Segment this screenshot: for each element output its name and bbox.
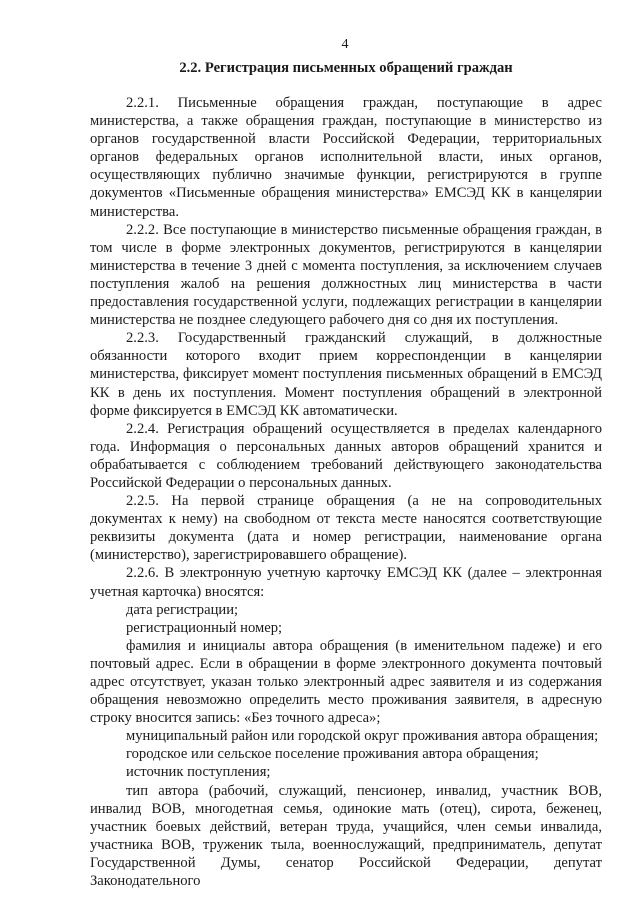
list-item-author-type: тип автора (рабочий, служащий, пенсионер, инвалид, участник ВОВ, инвалид ВОВ, многодетная семья, одинокие мать (отец), сирота, беженец, участник боевых действий, ветеран труда, учащийся, член семьи инвалида, участника ВОВ, труженик тыла, военнослужащий, предприниматель, депутат Государственной Думы, сенатор Российской Федерации, депутат Законодательного	[90, 782, 602, 890]
paragraph-2-2-3: 2.2.3. Государственный гражданский служащий, в должностные обязанности которого входит прием корреспонденции в канцелярии министерства, фиксирует момент поступления письменных обращений в ЕМСЭД КК в день их поступления. Момент поступления обращений в электронной форме фиксируется в ЕМСЭД КК автоматически.	[90, 330, 602, 419]
section-heading: 2.2. Регистрация письменных обращений граждан	[179, 60, 513, 76]
page-number: 4	[341, 37, 349, 52]
paragraph-2-2-2: 2.2.2. Все поступающие в министерство письменные обращения граждан, в том числе в форме электронных документов, регистрируются в канцелярии министерства в течение 3 дней с момента поступления, за исключением случаев поступления жалоб на решения должностных лиц министерства в части предоставления государственной услуги, подлежащих регистрации в канцелярии министерства не позднее следующего рабочего дня со дня их поступления.	[90, 221, 602, 329]
paragraph-2-2-5: 2.2.5. На первой странице обращения (а не на сопроводительных документах к нему) на свободном от текста месте наносятся соответствующие реквизиты документа (дата и номер регистрации, наименование органа (министерство), зарегистрировавшего обращение).	[90, 493, 602, 564]
list-item-municipal-district: муниципальный район или городской округ проживания автора обращения;	[126, 728, 599, 745]
body-text	[90, 94, 602, 890]
list-item-registration-number: регистрационный номер;	[126, 619, 283, 636]
paragraph-2-2-1: 2.2.1. Письменные обращения граждан, поступающие в адрес министерства, а также обращения граждан, поступающие в министерство из органов государственной власти Российской Федерации, территориальных органов федеральных органов исполнительной власти, иных органов, осуществляющих публично значимые функции, регистрируются в группе документов «Письменные обращения министерства» ЕМСЭД КК в канцелярии министерства.	[90, 95, 602, 220]
list-item-settlement: городское или сельское поселение проживания автора обращения;	[126, 746, 539, 763]
list-item-source: источник поступления;	[126, 764, 271, 781]
list-item-registration-date: дата регистрации;	[126, 601, 239, 618]
paragraph-2-2-4: 2.2.4. Регистрация обращений осуществляется в пределах календарного года. Информация о персональных данных авторов обращений хранится и обрабатывается с соблюдением требований действующего законодательства Российской Федерации о персональных данных.	[90, 420, 602, 491]
paragraph-2-2-6: 2.2.6. В электронную учетную карточку ЕМСЭД КК (далее – электронная учетная карточка) вносятся:	[90, 565, 602, 600]
list-item-author-name-address: фамилия и инициалы автора обращения (в именительном падеже) и его почтовый адрес. Если в обращении в форме электронного документа почтовый адрес отсутствует, указан только электронный адрес заявителя и из содержания обращения невозможно определить место проживания заявителя, в адресную строку вносится запись: «Без точного адреса»;	[90, 637, 602, 727]
